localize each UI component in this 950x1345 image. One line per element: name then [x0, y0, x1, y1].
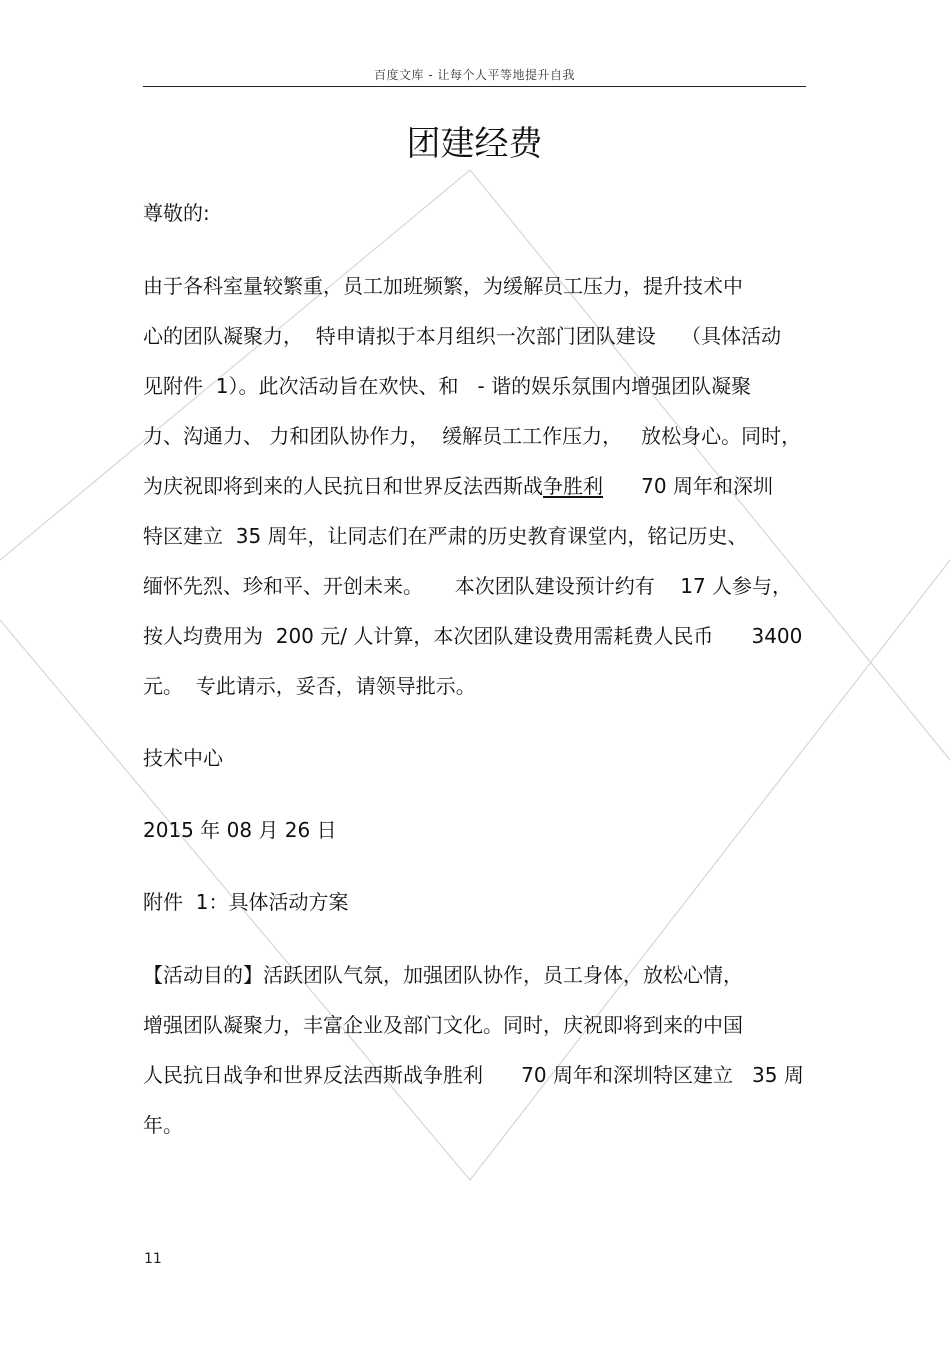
body-line-5-part-1: 为庆祝即将到来的人民抗日和世界反法西斯战: [143, 474, 543, 498]
attachment-line-2: 增强团队凝聚力，丰富企业及部门文化。同时，庆祝即将到来的中国: [143, 1013, 743, 1037]
body-line-5-underlined: 争胜利: [543, 474, 603, 498]
salutation: 尊敬的:: [143, 201, 210, 225]
body-line-4: 力、沟通力、 力和团队协作力， 缓解员工工作压力， 放松身心。同时，: [143, 424, 802, 448]
signature-department: 技术中心: [143, 746, 223, 770]
attachment-line-1: 【活动目的】活跃团队气氛，加强团队协作，员工身体，放松心情，: [143, 963, 743, 987]
body-line-6: 特区建立 35 周年，让同志们在严肃的历史教育课堂内，铭记历史、: [143, 524, 748, 548]
watermark-line-upper: [0, 170, 950, 760]
attachment-line-4: 年。: [143, 1113, 183, 1137]
body-line-5-part-2: 70 周年和深圳: [603, 474, 773, 498]
signature-date: 2015 年 08 月 26 日: [143, 818, 337, 842]
body-line-7: 缅怀先烈、珍和平、开创未来。 本次团队建设预计约有 17 人参与，: [143, 574, 793, 598]
body-line-1: 由于各科室量较繁重，员工加班频繁，为缓解员工压力，提升技术中: [143, 274, 743, 298]
page-header: 百度文库 - 让每个人平等地提升自我: [374, 68, 575, 82]
header-rule: [143, 86, 806, 87]
attachment-title: 附件 1：具体活动方案: [143, 890, 349, 914]
document-title: 团建经费: [406, 124, 543, 164]
body-line-2: 心的团队凝聚力， 特申请拟于本月组织一次部门团队建设 （具体活动: [143, 324, 782, 348]
body-line-5: [143, 473, 773, 499]
body-line-8: 按人均费用为 200 元/ 人计算，本次团队建设费用需耗费人民币 3400: [143, 624, 803, 648]
attachment-line-3: 人民抗日战争和世界反法西斯战争胜利 70 周年和深圳特区建立 35 周: [143, 1063, 804, 1087]
body-line-9: 元。 专此请示，妥否，请领导批示。: [143, 674, 476, 698]
page-number: 11: [144, 1251, 162, 1267]
body-line-3: 见附件 1）。此次活动旨在欢快、和 - 谐的娱乐氛围内增强团队凝聚: [143, 374, 752, 398]
